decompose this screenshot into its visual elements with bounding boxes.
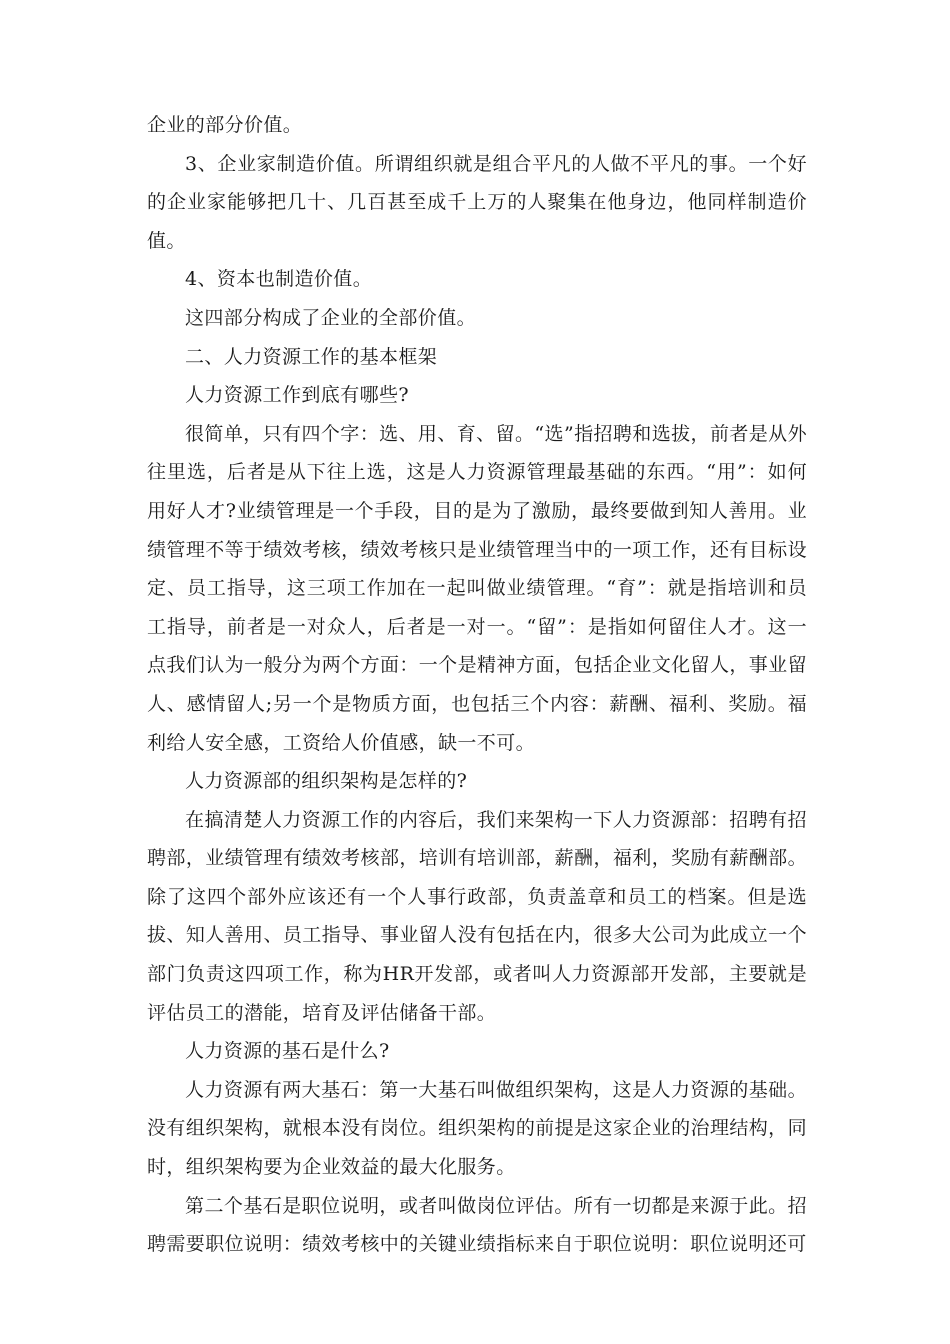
paragraph-entrepreneur-value: 3、企业家制造价值。所谓组织就是组合平凡的人做不平凡的事。一个好的企业家能够把几十、几百甚至成千上万的人聚集在他身边，他同样制造价值。 [147,152,807,252]
paragraph-four-parts-summary: 这四部分构成了企业的全部价值。 [185,306,477,329]
section-heading-hr-framework: 二、人力资源工作的基本框架 [185,345,438,368]
document-body [147,106,807,1264]
question-hr-cornerstone: 人力资源的基石是什么? [185,1040,390,1063]
paragraph-first-cornerstone: 人力资源有两大基石：第一大基石叫做组织架构，这是人力资源的基础。没有组织架构，就根本没有岗位。组织架构的前提是这家企业的治理结构，同时，组织架构要为企业效益的最大化服务。 [147,1078,807,1179]
question-hr-work: 人力资源工作到底有哪些? [185,384,409,407]
paragraph-hr-structure: 在搞清楚人力资源工作的内容后，我们来架构一下人力资源部：招聘有招聘部，业绩管理有绩效考核部，培训有培训部，薪酬，福利，奖励有薪酬部。除了这四个部外应该还有一个人事行政部，负责盖章和员工的档案。但是选拔、知人善用、员工指导、事业留人没有包括在内，很多大公司为此成立一个部门负责这四项工作，称为HR开发部，或者叫人力资源部开发部，主要就是评估员工的潜能，培育及评估储备干部。 [147,808,807,1024]
paragraph-four-words: 很简单，只有四个字：选、用、育、留。“选”指招聘和选拔，前者是从外往里选，后者是从下往上选，这是人力资源管理最基础的东西。“用”：如何用好人才?业绩管理是一个手段，目的是为了激励，最终要做到知人善用。业绩管理不等于绩效考核，绩效考核只是业绩管理当中的一项工作，还有目标设定、员工指导，这三项工作加在一起叫做业绩管理。“育”：就是指培训和员工指导，前者是一对众人，后者是一对一。“留”：是指如何留住人才。这一点我们认为一般分为两个方面：一个是精神方面，包括企业文化留人，事业留人、感情留人;另一个是物质方面，也包括三个内容：薪酬、福利、奖励。福利给人安全感，工资给人价值感，缺一不可。 [147,422,807,754]
paragraph-second-cornerstone: 第二个基石是职位说明，或者叫做岗位评估。所有一切都是来源于此。招聘需要职位说明：绩效考核中的关键业绩指标来自于职位说明：职位说明还可 [147,1194,807,1256]
paragraph-capital-value: 4、资本也制造价值。 [185,268,373,291]
question-hr-structure: 人力资源部的组织架构是怎样的? [185,770,468,793]
paragraph-continuation: 企业的部分价值。 [147,114,303,136]
